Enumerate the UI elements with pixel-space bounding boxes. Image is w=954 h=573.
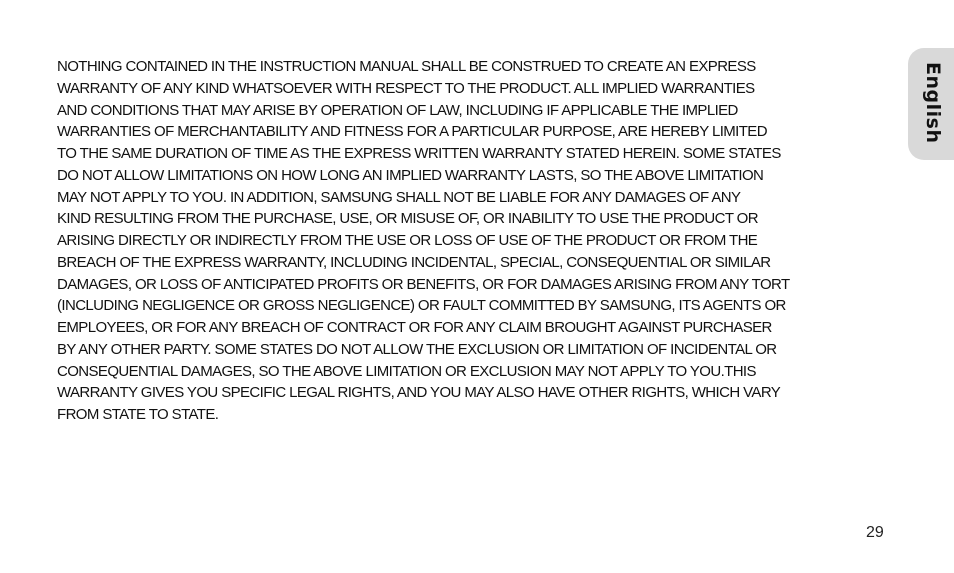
paragraph-line: WARRANTY GIVES YOU SPECIFIC LEGAL RIGHTS, AND YOU MAY ALSO HAVE OTHER RIGHTS, WHICH VARY [57, 384, 781, 402]
paragraph-line: ARISING DIRECTLY OR INDIRECTLY FROM THE USE OR LOSS OF USE OF THE PRODUCT OR FROM THE [57, 232, 758, 249]
paragraph-line: MAY NOT APPLY TO YOU. IN ADDITION, SAMSUNG SHALL NOT BE LIABLE FOR ANY DAMAGES OF ANY [57, 188, 741, 206]
paragraph-line: AND CONDITIONS THAT MAY ARISE BY OPERATION OF LAW, INCLUDING IF APPLICABLE THE IMPLIED [57, 101, 738, 119]
paragraph-line: DO NOT ALLOW LIMITATIONS ON HOW LONG AN IMPLIED WARRANTY LASTS, SO THE ABOVE LIMITATION [57, 166, 764, 184]
paragraph-line: KIND RESULTING FROM THE PURCHASE, USE, OR MISUSE OF, OR INABILITY TO USE THE PRODUCT OR [57, 210, 758, 228]
paragraph-line: FROM STATE TO STATE. [57, 406, 219, 423]
paragraph-line: CONSEQUENTIAL DAMAGES, SO THE ABOVE LIMITATION OR EXCLUSION MAY NOT APPLY TO YOU.THIS [57, 362, 756, 380]
language-tab-label: English [922, 62, 944, 144]
paragraph-line: (INCLUDING NEGLIGENCE OR GROSS NEGLIGENCE) OR FAULT COMMITTED BY SAMSUNG, ITS AGENTS OR [57, 297, 786, 315]
paragraph-line: WARRANTIES OF MERCHANTABILITY AND FITNESS FOR A PARTICULAR PURPOSE, ARE HEREBY LIMITED [57, 123, 767, 141]
paragraph-line: TO THE SAME DURATION OF TIME AS THE EXPRESS WRITTEN WARRANTY STATED HEREIN. SOME STATES [57, 145, 781, 162]
paragraph-line: DAMAGES, OR LOSS OF ANTICIPATED PROFITS OR BENEFITS, OR FOR DAMAGES ARISING FROM ANY TORT [57, 275, 790, 293]
paragraph-line: EMPLOYEES, OR FOR ANY BREACH OF CONTRACT OR FOR ANY CLAIM BROUGHT AGAINST PURCHASER [57, 319, 772, 336]
paragraph-line: BREACH OF THE EXPRESS WARRANTY, INCLUDING INCIDENTAL, SPECIAL, CONSEQUENTIAL OR SIMILAR [57, 253, 771, 271]
paragraph-line: BY ANY OTHER PARTY. SOME STATES DO NOT ALLOW THE EXCLUSION OR LIMITATION OF INCIDENTAL OR [57, 340, 777, 358]
paragraph-line: NOTHING CONTAINED IN THE INSTRUCTION MANUAL SHALL BE CONSTRUED TO CREATE AN EXPRESS [57, 58, 756, 75]
paragraph-line: WARRANTY OF ANY KIND WHATSOEVER WITH RESPECT TO THE PRODUCT. ALL IMPLIED WARRANTIES [57, 79, 755, 97]
page-number: 29 [866, 524, 884, 541]
warranty-disclaimer-paragraph [57, 56, 889, 426]
